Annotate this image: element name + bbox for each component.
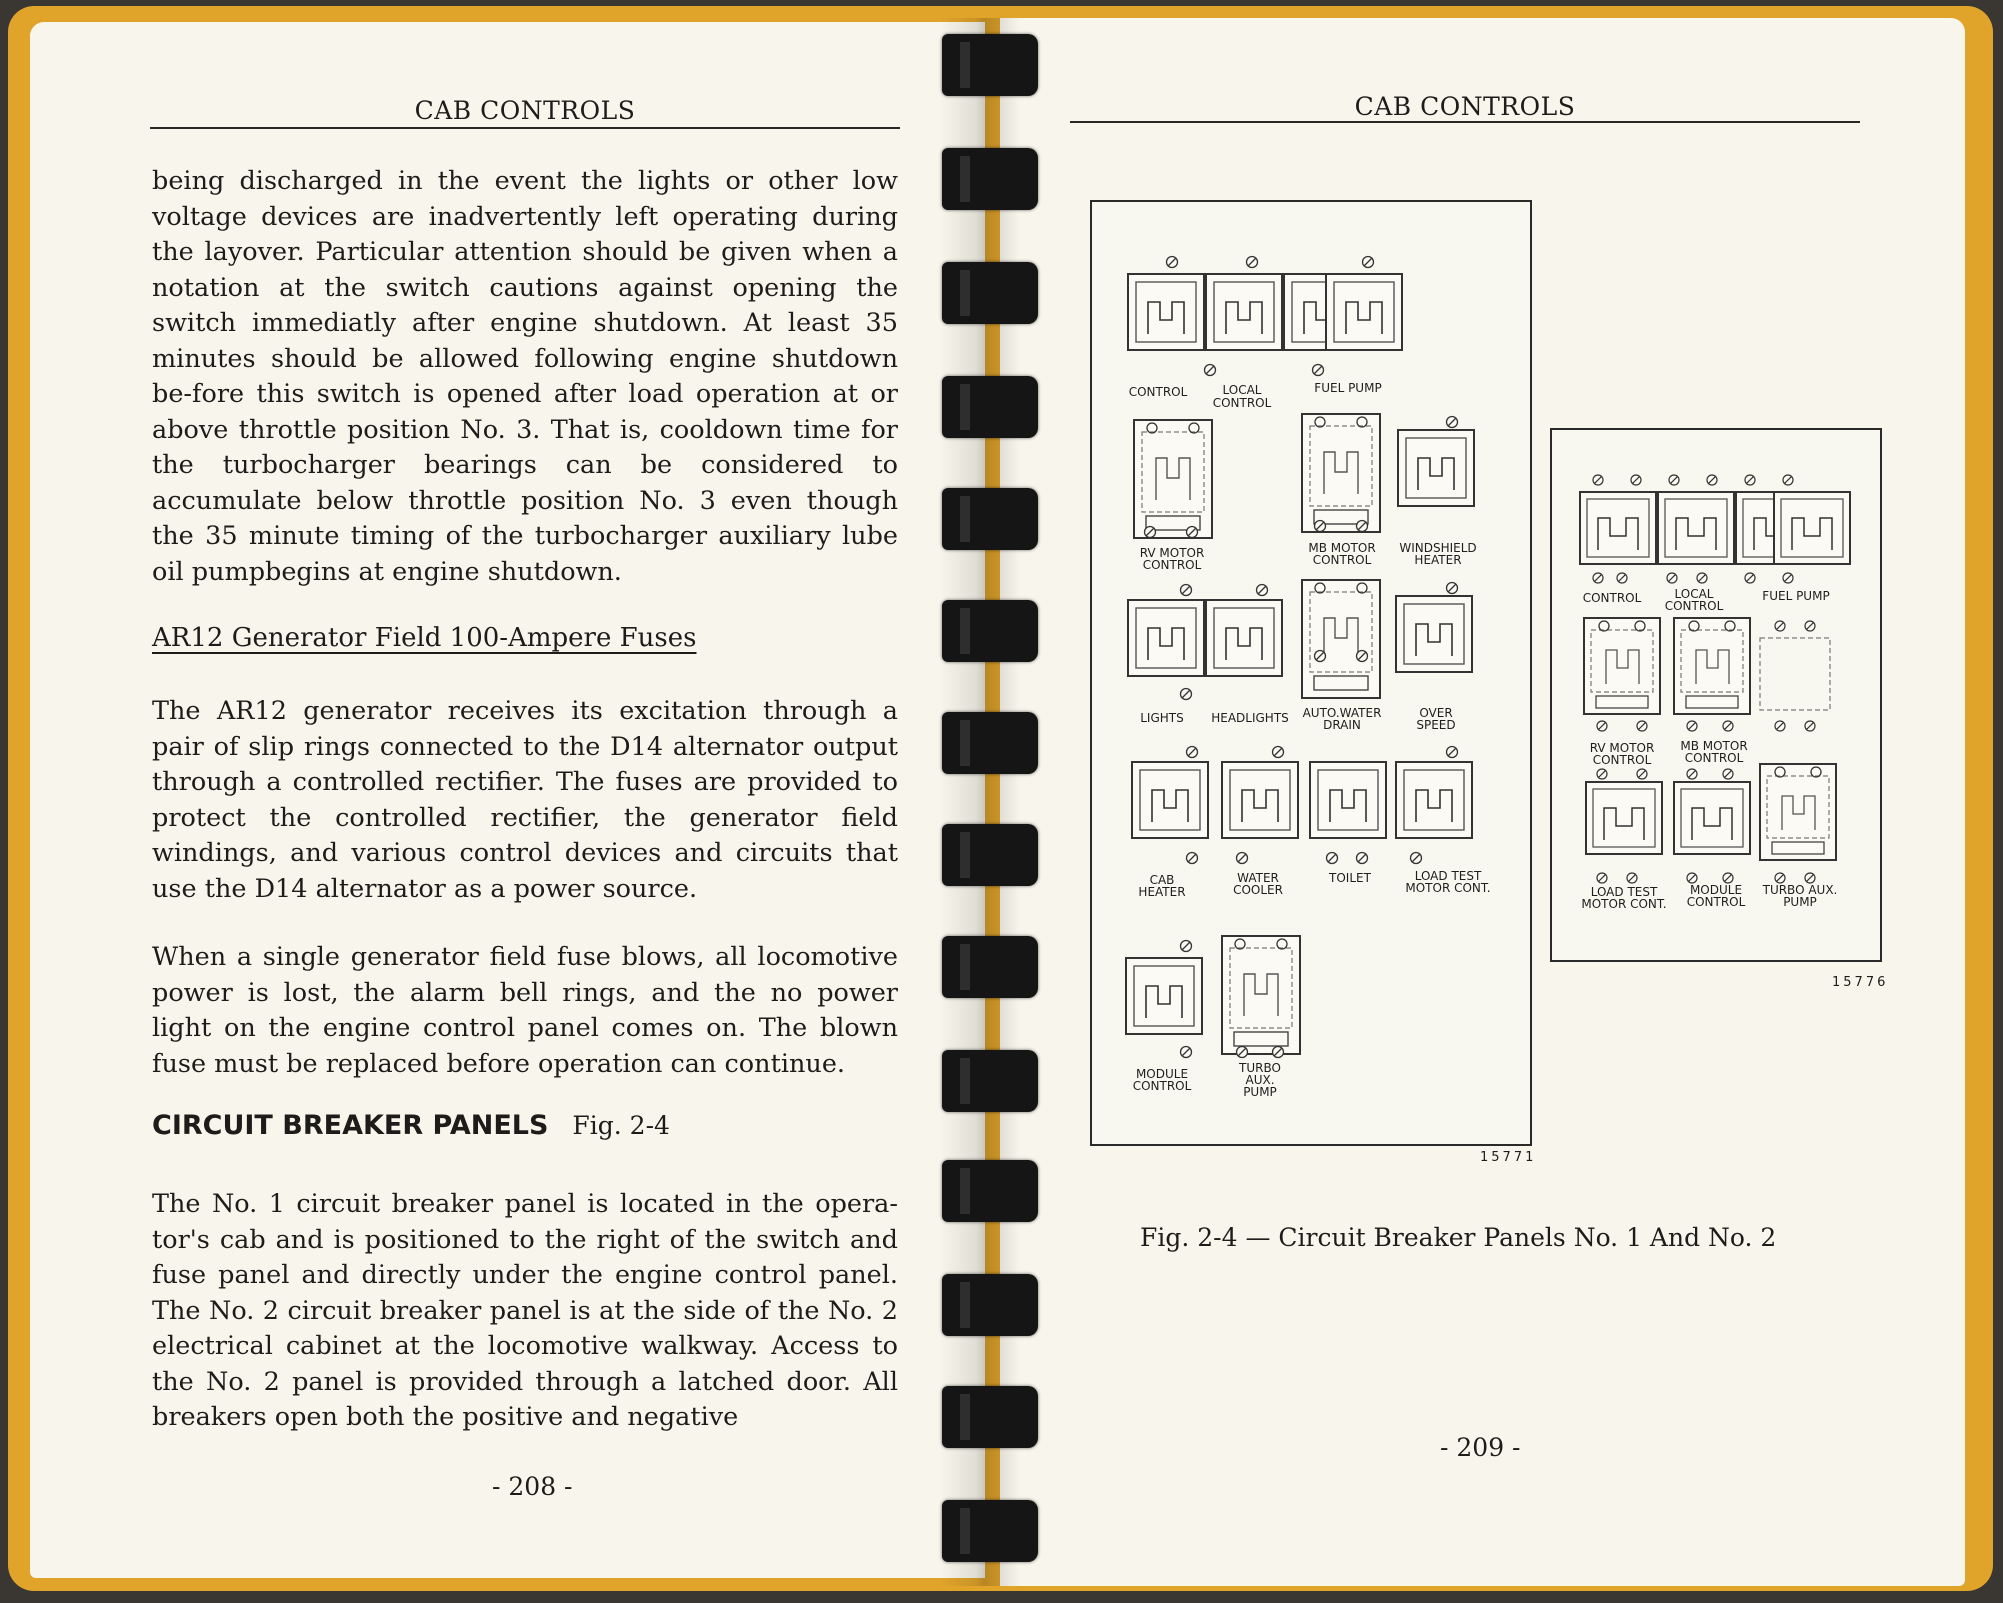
label: OVER bbox=[1419, 706, 1453, 720]
binding-coil bbox=[942, 600, 1038, 662]
breaker-module-control bbox=[1674, 782, 1750, 854]
left-paragraph-1 bbox=[152, 164, 898, 590]
left-page-number: - 208 - bbox=[492, 1472, 573, 1501]
breaker-load-test-motor-cont bbox=[1396, 762, 1472, 838]
label: DRAIN bbox=[1323, 718, 1361, 732]
breaker-auto-water-drain bbox=[1302, 580, 1380, 698]
right-page-number: - 209 - bbox=[1440, 1433, 1521, 1462]
fuses-subheading: AR12 Generator Field 100-Ampere Fuses bbox=[152, 623, 697, 653]
breaker-local-control bbox=[1658, 492, 1734, 564]
spine-shadow bbox=[940, 18, 1020, 1586]
figure-caption: Fig. 2-4 — Circuit Breaker Panels No. 1 And No. 2 bbox=[1140, 1223, 1777, 1252]
label: MOTOR CONT. bbox=[1405, 881, 1491, 895]
breaker-local-control bbox=[1206, 274, 1282, 350]
label: MODULE bbox=[1135, 1067, 1189, 1081]
panel-1-figure-number: 15771 bbox=[1480, 1150, 1537, 1165]
breaker-mb-motor-control bbox=[1674, 618, 1750, 714]
label: WATER bbox=[1237, 871, 1279, 885]
binding-coil bbox=[942, 1160, 1038, 1222]
binding-coil bbox=[942, 712, 1038, 774]
breaker-turbo-aux-pump bbox=[1760, 764, 1836, 860]
left-running-head: CAB CONTROLS bbox=[414, 96, 636, 125]
binding-coil bbox=[942, 376, 1038, 438]
circuit-breaker-panel-2 bbox=[1550, 428, 1882, 962]
label: HEATER bbox=[1138, 885, 1186, 899]
binding-coil bbox=[942, 936, 1038, 998]
label: HEADLIGHTS bbox=[1211, 711, 1289, 725]
label: PUMP bbox=[1783, 895, 1817, 909]
breaker-module-control bbox=[1126, 958, 1202, 1034]
label: CONTROL bbox=[1132, 1079, 1192, 1093]
breaker-rv-motor-control bbox=[1584, 618, 1660, 714]
section-title-text: CIRCUIT BREAKER PANELS bbox=[152, 1110, 549, 1141]
label: PUMP bbox=[1243, 1085, 1277, 1099]
breaker-water-cooler bbox=[1222, 762, 1298, 838]
binding-coil bbox=[942, 34, 1038, 96]
breaker-toilet bbox=[1310, 762, 1386, 838]
label: MODULE bbox=[1689, 883, 1743, 897]
breaker-cab-heater bbox=[1132, 762, 1208, 838]
right-running-head: CAB CONTROLS bbox=[1354, 92, 1576, 121]
paragraph-text: being discharged in the event the lights or other low voltage devices are inadvertently left operating during the layover. Particular attention should be given when a notation at the switch cautions against opening the switch immediatly after engine shutdown. At least 35 minutes should be allowed following engine shutdown be-fore this switch is opened after load operation at or above throttle position No. 3. That is, cooldown time for the turbocharger bearings can be considered to accumulate below throttle position No. 3 even though the 35 minute timing of the turbocharger auxiliary lube oil pumpbegins at engine shutdown. bbox=[152, 166, 898, 587]
paragraph-text: The No. 1 circuit breaker panel is located in the opera-tor's cab and is positioned to the right of the switch and fuse panel and directly under the engine control panel. The No. 2 circuit breaker panel is at the side of the No. 2 electrical cabinet at the locomotive walkway. Access to the No. 2 panel is provided through a latched door. All breakers open both the positive and negative bbox=[152, 1189, 898, 1432]
left-paragraph-3 bbox=[152, 940, 898, 1082]
label: CONTROL bbox=[1664, 599, 1724, 613]
label: CONTROL bbox=[1592, 753, 1652, 767]
label: COOLER bbox=[1233, 883, 1283, 897]
section-title bbox=[152, 1110, 670, 1141]
label: AUTO.WATER bbox=[1302, 706, 1382, 720]
label: WINDSHIELD bbox=[1399, 541, 1477, 555]
left-paragraph-4 bbox=[152, 1187, 898, 1436]
panel-2-drawing bbox=[1552, 430, 1880, 960]
breaker-lights bbox=[1128, 600, 1204, 676]
breaker-over-speed bbox=[1396, 596, 1472, 672]
label: LIGHTS bbox=[1140, 711, 1184, 725]
label: RV MOTOR bbox=[1139, 546, 1205, 560]
label: TURBO bbox=[1239, 1061, 1281, 1075]
binding-coil bbox=[942, 488, 1038, 550]
label: LOAD TEST bbox=[1590, 885, 1658, 899]
breaker-rv-motor-control bbox=[1134, 420, 1212, 538]
breaker-headlights bbox=[1206, 600, 1282, 676]
binding-coil bbox=[942, 1386, 1038, 1448]
label: CONTROL bbox=[1212, 396, 1272, 410]
right-head-rule bbox=[1070, 121, 1860, 123]
label: CONTROL bbox=[1142, 558, 1202, 572]
empty-breaker-slot bbox=[1760, 638, 1830, 710]
binding-coil bbox=[942, 824, 1038, 886]
binding-coil bbox=[942, 1050, 1038, 1112]
paragraph-text: The AR12 generator receives its excitation through a pair of slip rings connected to the D14 alternator output through a controlled rectifier. The fuses are provided to protect the controlled rectifier, the generator field windings, and various control devices and circuits that use the D14 alternator as a power source. bbox=[152, 696, 898, 904]
breaker-control bbox=[1580, 492, 1656, 564]
panel-2-figure-number: 15776 bbox=[1832, 975, 1889, 990]
label: CONTROL bbox=[1312, 553, 1372, 567]
circuit-breaker-panel-1 bbox=[1090, 200, 1532, 1146]
label: LOCAL bbox=[1222, 383, 1262, 397]
label: TOILET bbox=[1329, 871, 1371, 885]
breaker-control bbox=[1128, 274, 1204, 350]
label: RV MOTOR bbox=[1589, 741, 1655, 755]
label: CONTROL bbox=[1686, 895, 1746, 909]
binding-coil bbox=[942, 262, 1038, 324]
binding-coil bbox=[942, 1274, 1038, 1336]
label: HEATER bbox=[1414, 553, 1462, 567]
left-head-rule bbox=[150, 127, 900, 129]
label: CAB bbox=[1149, 873, 1175, 887]
label: MOTOR CONT. bbox=[1581, 897, 1667, 911]
label: MB MOTOR bbox=[1680, 739, 1748, 753]
label: SPEED bbox=[1416, 718, 1456, 732]
label: TURBO AUX. bbox=[1762, 883, 1838, 897]
label: FUEL PUMP bbox=[1762, 589, 1830, 603]
label: AUX. bbox=[1245, 1073, 1275, 1087]
label: CONTROL bbox=[1582, 591, 1642, 605]
label: CONTROL bbox=[1684, 751, 1744, 765]
breaker-turbo-aux-pump bbox=[1222, 936, 1300, 1054]
label: CONTROL bbox=[1128, 385, 1188, 399]
left-paragraph-2 bbox=[152, 694, 898, 907]
binding-coil bbox=[942, 148, 1038, 210]
breaker-mb-motor-control bbox=[1302, 414, 1380, 532]
label: LOCAL bbox=[1674, 587, 1714, 601]
panel-1-drawing bbox=[1092, 202, 1530, 1144]
label: MB MOTOR bbox=[1308, 541, 1376, 555]
breaker-load-test-motor-cont bbox=[1586, 782, 1662, 854]
label: LOAD TEST bbox=[1414, 869, 1482, 883]
label: FUEL PUMP bbox=[1314, 381, 1382, 395]
paragraph-text: When a single generator field fuse blows, all locomotive power is lost, the alarm bell rings, and the no power light on the engine control panel comes on. The blown fuse must be replaced before operation can continue. bbox=[152, 942, 898, 1079]
breaker-windshield-heater bbox=[1398, 430, 1474, 506]
binding-coil bbox=[942, 1500, 1038, 1562]
figure-reference: Fig. 2-4 bbox=[572, 1111, 670, 1140]
